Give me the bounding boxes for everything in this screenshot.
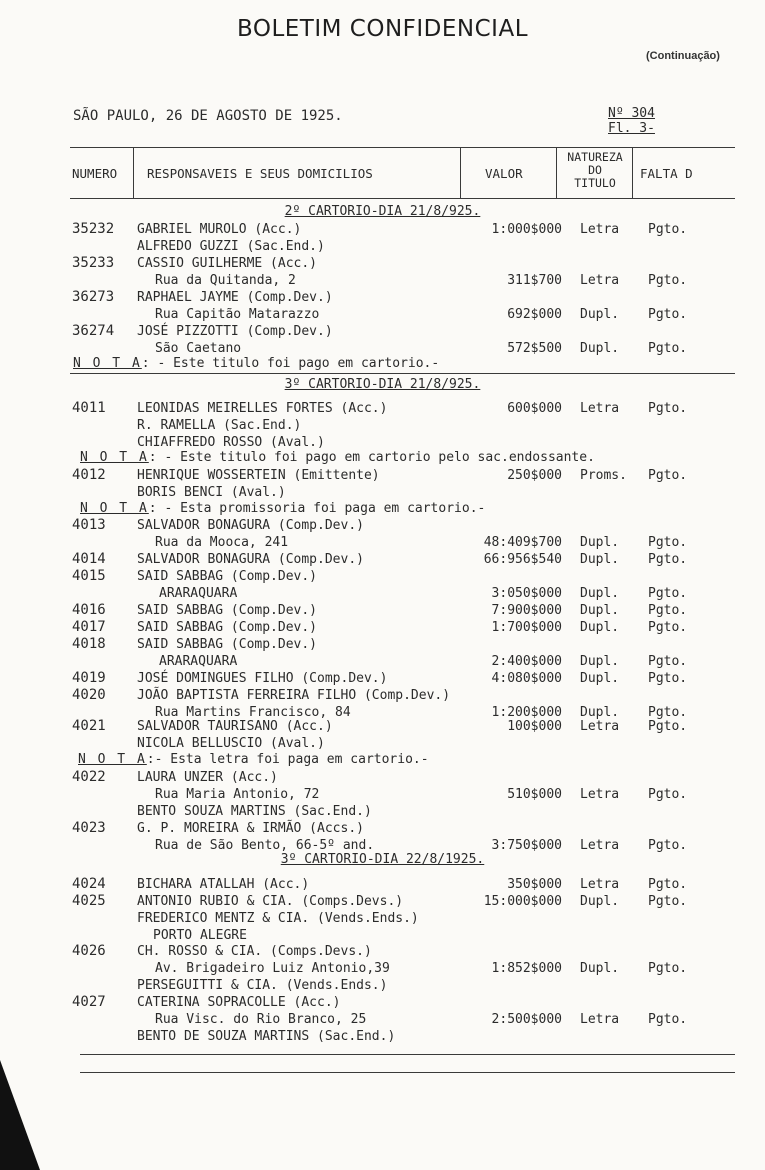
entry-falta: Pgto. — [648, 1012, 688, 1027]
folio-number: Fl. 3- — [608, 121, 655, 136]
table-row — [0, 994, 765, 1011]
table-row — [0, 400, 765, 417]
entry-party: Rua da Quitanda, 2 — [155, 273, 296, 288]
entry-party: BENTO SOUZA MARTINS (Sac.End.) — [137, 804, 372, 819]
entry-party: G. P. MOREIRA & IRMÃO (Accs.) — [137, 821, 364, 836]
entry-value: 48:409$700 — [483, 535, 562, 550]
table-row — [0, 255, 765, 272]
entry-value: 250$000 — [507, 468, 562, 483]
note-text: : - Esta promissoria foi paga em cartorio.- — [148, 501, 486, 516]
note-line — [78, 752, 429, 767]
table-row — [0, 636, 765, 653]
entry-nature: Letra — [580, 222, 620, 237]
column-header-falta: FALTA D — [640, 166, 693, 181]
table-row — [0, 735, 765, 752]
entry-falta: Pgto. — [648, 620, 688, 635]
table-row — [0, 517, 765, 534]
entry-value: 1:200$000 — [491, 705, 562, 720]
entry-value: 7:900$000 — [491, 603, 562, 618]
document-number — [608, 106, 655, 136]
entry-number: 36274 — [72, 323, 115, 339]
entry-number: 4026 — [72, 943, 106, 959]
entry-number: 4020 — [72, 687, 106, 703]
entry-party: SALVADOR TAURISANO (Acc.) — [137, 719, 333, 734]
entry-falta: Pgto. — [648, 671, 688, 686]
table-row — [0, 820, 765, 837]
entry-nature: Letra — [580, 1012, 620, 1027]
entry-nature: Letra — [580, 401, 620, 416]
table-row — [0, 484, 765, 501]
entry-value: 1:700$000 — [491, 620, 562, 635]
entry-falta: Pgto. — [648, 705, 688, 720]
entry-party: NICOLA BELLUSCIO (Aval.) — [137, 736, 325, 751]
table-row — [0, 585, 765, 602]
entry-nature: Letra — [580, 838, 620, 853]
table-row — [0, 960, 765, 977]
entry-nature: Dupl. — [580, 705, 620, 720]
entry-party: SAID SABBAG (Comp.Dev.) — [137, 637, 318, 652]
entry-number: 4013 — [72, 517, 106, 533]
entry-nature: Dupl. — [580, 535, 620, 550]
entry-value: 600$000 — [507, 401, 562, 416]
table-row — [0, 221, 765, 238]
entry-party: São Caetano — [155, 341, 242, 356]
column-divider — [133, 147, 134, 198]
entry-party: Rua Maria Antonio, 72 — [155, 787, 320, 802]
entry-value: 572$500 — [507, 341, 562, 356]
entry-party: BORIS BENCI (Aval.) — [137, 485, 286, 500]
entry-party: FREDERICO MENTZ & CIA. (Vends.Ends.) — [137, 911, 419, 926]
table-row — [0, 769, 765, 786]
table-row — [0, 323, 765, 340]
entry-falta: Pgto. — [648, 961, 688, 976]
entry-party: Rua Visc. do Rio Branco, 25 — [155, 1012, 367, 1027]
entry-falta: Pgto. — [648, 787, 688, 802]
footer-rule — [80, 1054, 735, 1055]
entry-party: SAID SABBAG (Comp.Dev.) — [137, 620, 318, 635]
table-row — [0, 653, 765, 670]
entry-number: 36273 — [72, 289, 115, 305]
table-row — [0, 927, 765, 944]
footer-rule — [80, 1072, 735, 1073]
column-header-numero: NUMERO — [72, 166, 118, 181]
entry-number: 4016 — [72, 602, 106, 618]
entry-party: Rua Martins Francisco, 84 — [155, 705, 351, 720]
entry-number: 35233 — [72, 255, 115, 271]
table-row — [0, 602, 765, 619]
entry-nature: Dupl. — [580, 620, 620, 635]
entry-party: CASSIO GUILHERME (Acc.) — [137, 256, 318, 271]
table-row — [0, 1028, 765, 1045]
table-row — [0, 876, 765, 893]
entry-value: 2:500$000 — [491, 1012, 562, 1027]
entry-nature: Dupl. — [580, 671, 620, 686]
entry-party: CHIAFFREDO ROSSO (Aval.) — [137, 435, 325, 450]
table-row — [0, 238, 765, 255]
table-row — [0, 718, 765, 735]
table-row — [0, 943, 765, 960]
entry-falta: Pgto. — [648, 552, 688, 567]
entry-value: 311$700 — [507, 273, 562, 288]
entry-nature: Letra — [580, 273, 620, 288]
entry-nature: Dupl. — [580, 894, 620, 909]
entry-number: 4017 — [72, 619, 106, 635]
entry-nature: Dupl. — [580, 603, 620, 618]
entry-number: 4018 — [72, 636, 106, 652]
table-row — [0, 289, 765, 306]
scan-edge-shadow — [0, 1060, 40, 1170]
entry-party: LAURA UNZER (Acc.) — [137, 770, 278, 785]
note-label: N O T A — [78, 752, 147, 767]
entry-number: 4021 — [72, 718, 106, 734]
table-row — [0, 467, 765, 484]
section-header: 2º CARTORIO-DIA 21/8/925. — [284, 204, 481, 219]
entry-value: 1:000$000 — [491, 222, 562, 237]
table-row — [0, 619, 765, 636]
entry-party: CATERINA SOPRACOLLE (Acc.) — [137, 995, 341, 1010]
table-row — [0, 417, 765, 434]
table-row — [0, 534, 765, 551]
entry-value: 4:080$000 — [491, 671, 562, 686]
entry-party: SAID SABBAG (Comp.Dev.) — [137, 603, 318, 618]
table-row — [0, 837, 765, 854]
entry-value: 2:400$000 — [491, 654, 562, 669]
entry-number: 4015 — [72, 568, 106, 584]
entry-number: 4011 — [72, 400, 106, 416]
entry-party: Rua de São Bento, 66-5º and. — [155, 838, 375, 853]
entry-value: 15:000$000 — [483, 894, 562, 909]
entry-party: ARARAQUARA — [159, 586, 238, 601]
entry-number: 4022 — [72, 769, 106, 785]
entry-number: 4019 — [72, 670, 106, 686]
entry-party: Rua Capitão Matarazzo — [155, 307, 320, 322]
entry-value: 100$000 — [507, 719, 562, 734]
note-label: N O T A — [73, 356, 142, 371]
entry-nature: Letra — [580, 877, 620, 892]
table-row — [0, 803, 765, 820]
entry-nature: Letra — [580, 719, 620, 734]
entry-number: 35232 — [72, 221, 115, 237]
column-header-natureza-line1: NATUREZA — [567, 150, 623, 164]
entry-party: JOSÉ DOMINGUES FILHO (Comp.Dev.) — [137, 671, 388, 686]
entry-party: Av. Brigadeiro Luiz Antonio,39 — [155, 961, 390, 976]
note-label: N O T A — [80, 450, 149, 465]
note-text: : - Este titulo foi pago em cartorio pelo sac.endossante. — [148, 450, 595, 465]
entry-party: CH. ROSSO & CIA. (Comps.Devs.) — [137, 944, 372, 959]
column-divider — [632, 147, 633, 198]
entry-party: PERSEGUITTI & CIA. (Vends.Ends.) — [137, 978, 388, 993]
entry-party: ARARAQUARA — [159, 654, 238, 669]
column-header-valor: VALOR — [485, 166, 523, 181]
table-row — [0, 910, 765, 927]
entry-party: LEONIDAS MEIRELLES FORTES (Acc.) — [137, 401, 388, 416]
entry-falta: Pgto. — [648, 273, 688, 288]
entry-falta: Pgto. — [648, 401, 688, 416]
entry-falta: Pgto. — [648, 222, 688, 237]
table-row — [0, 340, 765, 357]
entry-number: 4025 — [72, 893, 106, 909]
note-text: :- Esta letra foi paga em cartorio.- — [146, 752, 429, 767]
column-header-natureza-line3: TITULO — [574, 176, 616, 190]
entry-party: BENTO DE SOUZA MARTINS (Sac.End.) — [137, 1029, 396, 1044]
entry-falta: Pgto. — [648, 603, 688, 618]
note-line — [80, 450, 595, 465]
entry-value: 3:050$000 — [491, 586, 562, 601]
entry-nature: Letra — [580, 787, 620, 802]
entry-value: 350$000 — [507, 877, 562, 892]
entry-nature: Dupl. — [580, 552, 620, 567]
bulletin-number: Nº 304 — [608, 106, 655, 121]
entry-nature: Dupl. — [580, 586, 620, 601]
table-row — [0, 306, 765, 323]
entry-falta: Pgto. — [648, 307, 688, 322]
table-row — [0, 272, 765, 289]
note-label: N O T A — [80, 501, 149, 516]
section-header: 3º CARTORIO-DIA 22/8/1925. — [280, 852, 485, 867]
column-header-natureza-line2: DO — [588, 163, 602, 177]
entry-party: JOÃO BAPTISTA FERREIRA FILHO (Comp.Dev.) — [137, 688, 451, 703]
entry-party: ANTONIO RUBIO & CIA. (Comps.Devs.) — [137, 894, 404, 909]
dateline: SÃO PAULO, 26 DE AGOSTO DE 1925. — [73, 108, 343, 124]
header-top-rule — [70, 147, 735, 148]
entry-party: PORTO ALEGRE — [153, 928, 247, 943]
table-row — [0, 977, 765, 994]
note-text: : - Este titulo foi pago em cartorio.- — [141, 356, 440, 371]
table-row — [0, 568, 765, 585]
entry-falta: Pgto. — [648, 586, 688, 601]
section-header: 3º CARTORIO-DIA 21/8/925. — [284, 377, 481, 392]
entry-value: 1:852$000 — [491, 961, 562, 976]
column-header-responsaveis: RESPONSAVEIS E SEUS DOMICILIOS — [147, 166, 373, 181]
entry-party: BICHARA ATALLAH (Acc.) — [137, 877, 310, 892]
table-row — [0, 434, 765, 451]
entry-party: RAPHAEL JAYME (Comp.Dev.) — [137, 290, 333, 305]
table-row — [0, 670, 765, 687]
entry-number: 4012 — [72, 467, 106, 483]
entry-party: GABRIEL MUROLO (Acc.) — [137, 222, 302, 237]
entry-falta: Pgto. — [648, 894, 688, 909]
table-row — [0, 893, 765, 910]
entry-falta: Pgto. — [648, 535, 688, 550]
entry-falta: Pgto. — [648, 654, 688, 669]
note-line — [80, 501, 485, 516]
entry-party: SALVADOR BONAGURA (Comp.Dev.) — [137, 518, 364, 533]
entry-falta: Pgto. — [648, 838, 688, 853]
header-bottom-rule — [70, 198, 735, 199]
table-row — [0, 786, 765, 803]
table-row — [0, 687, 765, 704]
entry-falta: Pgto. — [648, 877, 688, 892]
entry-party: Rua da Mooca, 241 — [155, 535, 289, 550]
entry-number: 4023 — [72, 820, 106, 836]
entry-party: R. RAMELLA (Sac.End.) — [137, 418, 302, 433]
entry-nature: Proms. — [580, 468, 627, 483]
column-header-natureza — [558, 151, 632, 190]
entry-number: 4027 — [72, 994, 106, 1010]
column-divider — [460, 147, 461, 198]
document-title: BOLETIM CONFIDENCIAL — [236, 16, 529, 42]
continuation-note: (Continuação) — [646, 50, 720, 62]
entry-nature: Dupl. — [580, 654, 620, 669]
entry-party: SALVADOR BONAGURA (Comp.Dev.) — [137, 552, 364, 567]
entry-nature: Dupl. — [580, 961, 620, 976]
entry-falta: Pgto. — [648, 719, 688, 734]
column-divider — [556, 147, 557, 198]
table-row — [0, 1011, 765, 1028]
section-rule — [70, 373, 735, 374]
entry-number: 4014 — [72, 551, 106, 567]
entry-party: HENRIQUE WOSSERTEIN (Emittente) — [137, 468, 380, 483]
entry-value: 692$000 — [507, 307, 562, 322]
entry-nature: Dupl. — [580, 307, 620, 322]
entry-value: 66:956$540 — [483, 552, 562, 567]
note-line — [73, 356, 439, 371]
entry-party: ALFREDO GUZZI (Sac.End.) — [137, 239, 325, 254]
entry-number: 4024 — [72, 876, 106, 892]
entry-falta: Pgto. — [648, 341, 688, 356]
table-row — [0, 551, 765, 568]
entry-party: JOSÉ PIZZOTTI (Comp.Dev.) — [137, 324, 333, 339]
entry-nature: Dupl. — [580, 341, 620, 356]
entry-falta: Pgto. — [648, 468, 688, 483]
entry-value: 3:750$000 — [491, 838, 562, 853]
entry-value: 510$000 — [507, 787, 562, 802]
entry-party: SAID SABBAG (Comp.Dev.) — [137, 569, 318, 584]
